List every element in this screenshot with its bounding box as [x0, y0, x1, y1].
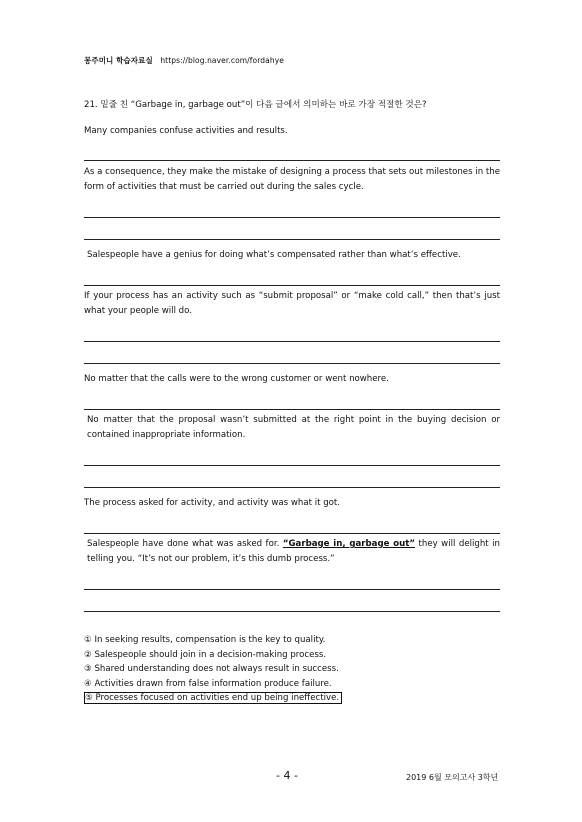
answer-line — [84, 160, 500, 161]
answer-line — [84, 589, 500, 590]
answer-line — [84, 465, 500, 466]
answer-line — [84, 239, 500, 240]
choice-2[interactable] — [84, 648, 342, 663]
choice-5-selected[interactable] — [84, 691, 342, 706]
passage-paragraph-6: No matter that the proposal wasn’t submitted at the right point in the buying decision or contained inappropriate information. — [87, 415, 500, 440]
passage-paragraph-2: As a consequence, they make the mistake of designing a process that sets out milestones in the form of activities that must be carried out during the sales cycle. — [84, 167, 500, 192]
choice-text: Salespeople should join in a decision-making process. — [94, 649, 327, 660]
underlined-phrase: “Garbage in, garbage out” — [282, 539, 415, 549]
answer-line — [84, 363, 500, 364]
passage-paragraph-3: Salespeople have a genius for doing what’s compensated rather than what’s effective. — [87, 250, 461, 260]
page-header — [84, 55, 284, 66]
blog-url[interactable]: https://blog.naver.com/fordahye — [160, 56, 284, 65]
answer-line — [84, 487, 500, 488]
page-number: - 4 - — [276, 769, 298, 782]
choice-3[interactable] — [84, 662, 342, 677]
paragraph-8-lead: Salespeople have done what was asked for. — [87, 539, 280, 549]
choice-number: ② — [84, 649, 92, 660]
passage-paragraph-8 — [87, 537, 500, 567]
choice-1[interactable] — [84, 633, 342, 648]
answer-line — [84, 533, 500, 534]
answer-line — [84, 611, 500, 612]
exam-info: 2019 6월 모의고사 3학년 — [406, 773, 499, 782]
choice-number: ③ — [84, 664, 92, 674]
selected-answer-box — [84, 692, 342, 704]
passage-paragraph-5: No matter that the calls were to the wrong customer or went nowhere. — [84, 374, 389, 384]
answer-line — [84, 341, 500, 342]
paragraph-8-tail: they will delight in telling you. “It’s not our problem, it’s this dumb process.” — [87, 539, 500, 564]
answer-line — [84, 285, 500, 286]
answer-line — [84, 217, 500, 218]
choice-text: Processes focused on activities end up being ineffective. — [95, 693, 340, 703]
passage-paragraph-4: If your process has an activity such as “submit proposal” or “make cold call,” then that’s just what your people will do. — [84, 291, 500, 316]
choice-number: ⑤ — [85, 693, 93, 703]
choice-number: ① — [84, 635, 92, 645]
passage-paragraph-7: The process asked for activity, and activity was what it got. — [84, 498, 341, 508]
choice-text: Activities drawn from false information produce failure. — [94, 678, 332, 689]
choice-4[interactable] — [84, 677, 342, 692]
choice-text: In seeking results, compensation is the key to quality. — [94, 635, 326, 645]
choice-text: Shared understanding does not always result in success. — [94, 664, 339, 674]
answer-line — [84, 409, 500, 410]
passage-paragraph-1: Many companies confuse activities and results. — [84, 126, 288, 136]
brand-name: 몽주미니 학습자료실 — [84, 56, 153, 65]
choice-number: ④ — [84, 678, 92, 689]
question-title: 21. 밑줄 친 “Garbage in, garbage out”이 다음 글에서 의미하는 바로 가장 적절한 것은? — [84, 100, 427, 110]
answer-choices — [84, 633, 342, 706]
